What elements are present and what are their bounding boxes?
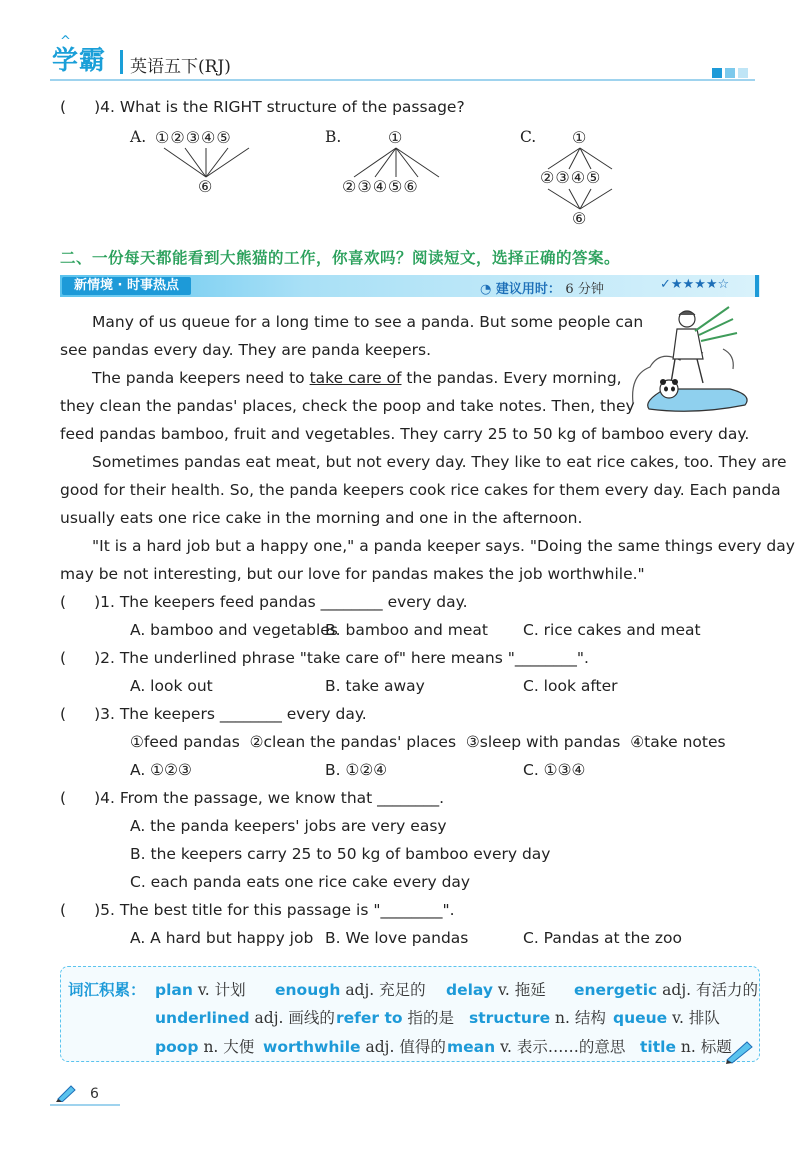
difficulty-stars: ✓★★★★☆	[660, 277, 730, 292]
option-b-top: ①	[388, 128, 403, 147]
vocab-entry	[446, 978, 546, 1000]
vocab-def: v. 拖延	[497, 981, 546, 999]
question-5	[60, 901, 455, 919]
vocab-word: enough	[275, 981, 341, 999]
vocab-entry	[155, 1035, 254, 1057]
vocab-entry	[613, 1006, 720, 1028]
option-c: C. each panda eats one rice cake every day	[130, 873, 471, 891]
vocab-def: v. 表示……的意思	[500, 1038, 626, 1056]
option-b-label: B.	[325, 128, 342, 146]
option-b-bottom: ②③④⑤⑥	[342, 177, 419, 196]
option-c-middle: ②③④⑤	[540, 168, 602, 187]
footer-rule	[50, 1104, 120, 1106]
passage-line: Sometimes pandas eat meat, but not every day. They like to eat rice cakes, too. They are	[92, 453, 787, 471]
page-number: 6	[90, 1086, 99, 1102]
option-a-label: A.	[130, 128, 147, 146]
option-b: B. the keepers carry 25 to 50 kg of bamboo every day	[130, 845, 551, 863]
vocab-word: refer to	[336, 1009, 403, 1027]
vocab-entry	[155, 978, 246, 1000]
option-c-top: ①	[572, 128, 587, 147]
vocab-word: title	[640, 1038, 676, 1056]
passage-line: good for their health. So, the panda keepers cook rice cakes for them every day. Each panda	[60, 481, 781, 499]
vocab-entry	[336, 1006, 454, 1028]
option-c: C. rice cakes and meat	[523, 621, 701, 639]
graduation-cap-icon: ^	[60, 34, 71, 49]
answer-paren: (	[60, 593, 67, 611]
vocab-def: n. 结构	[555, 1009, 606, 1027]
passage-line: may be not interesting, but our love for pandas makes the job worthwhile."	[60, 565, 645, 583]
option-a-top: ①②③④⑤	[155, 128, 232, 147]
vocab-word: energetic	[574, 981, 658, 999]
vocab-entry	[574, 978, 758, 1000]
question-number: )2.	[94, 649, 115, 667]
vocab-def: 指的是	[407, 1009, 454, 1027]
vocab-word: structure	[469, 1009, 551, 1027]
answer-paren: (	[60, 705, 67, 723]
vocab-word: mean	[447, 1038, 496, 1056]
suggested-time	[480, 278, 604, 297]
passage-line: see pandas every day. They are panda keepers.	[60, 341, 432, 359]
vocab-entry	[640, 1035, 732, 1057]
question-text: The best title for this passage is "________".	[119, 901, 455, 919]
section-title: 二、一份每天都能看到大熊猫的工作，你喜欢吗？阅读短文，选择正确的答案。	[60, 249, 621, 267]
vocab-word: underlined	[155, 1009, 250, 1027]
header-divider	[120, 50, 123, 74]
passage-line	[92, 369, 622, 387]
underlined-phrase: take care of	[309, 369, 402, 387]
time-label: 建议用时：	[495, 282, 561, 297]
option-a-bottom: ⑥	[198, 177, 213, 196]
passage-text: the pandas. Every morning,	[401, 369, 622, 387]
vocabulary-title: 词汇积累：	[68, 981, 146, 999]
passage-text: The panda keepers need to	[92, 369, 310, 387]
vocab-word: worthwhile	[263, 1038, 361, 1056]
question-4	[60, 789, 444, 807]
option-b: B. take away	[325, 677, 425, 695]
question-text: The underlined phrase "take care of" here means "________".	[119, 649, 589, 667]
passage-line: "It is a hard job but a happy one," a panda keeper says. "Doing the same things every day	[92, 537, 795, 555]
option-a: A. the panda keepers' jobs are very easy	[130, 817, 447, 835]
book-title: 英语五下(RJ)	[130, 57, 231, 77]
question-number: 4.	[100, 98, 115, 116]
question-number: )3.	[94, 705, 115, 723]
brand-logo: 学霸	[52, 46, 107, 76]
context-tag: 新情境 · 时事热点	[62, 277, 191, 295]
passage-line: usually eats one rice cake in the morning and one in the afternoon.	[60, 509, 583, 527]
question-number: )4.	[94, 789, 115, 807]
option-c: C. ①③④	[523, 761, 586, 779]
question-number: )1.	[94, 593, 115, 611]
passage-line: feed pandas bamboo, fruit and vegetables. They carry 25 to 50 kg of bamboo every day.	[60, 425, 750, 443]
vocab-word: queue	[613, 1009, 668, 1027]
pencil-icon	[56, 1084, 78, 1102]
vocab-word: plan	[155, 981, 193, 999]
vocab-def: v. 计划	[197, 981, 246, 999]
vocab-entry	[275, 978, 426, 1000]
option-b: B. ①②④	[325, 761, 388, 779]
question-3	[60, 705, 367, 723]
answer-paren: (	[60, 649, 67, 667]
answer-paren: (	[60, 789, 67, 807]
vocab-def: adj. 值得的	[365, 1038, 446, 1056]
question-2	[60, 649, 589, 667]
option-a: A. A hard but happy job	[130, 929, 314, 947]
vocab-entry	[447, 1035, 625, 1057]
vocab-entry	[469, 1006, 606, 1028]
vocab-def: v. 排队	[672, 1009, 720, 1027]
option-c: C. Pandas at the zoo	[523, 929, 682, 947]
vocab-def: adj. 画线的	[254, 1009, 335, 1027]
question-text: The keepers feed pandas ________ every day.	[119, 593, 468, 611]
option-c-label: C.	[520, 128, 537, 146]
answer-paren: (	[60, 901, 67, 919]
vocab-entry	[155, 1006, 335, 1028]
vocab-def: n. 大便	[203, 1038, 255, 1056]
clock-icon: ◔	[480, 282, 492, 297]
option-c: C. look after	[523, 677, 618, 695]
info-bar-end	[755, 275, 759, 297]
option-a: A. bamboo and vegetables	[130, 621, 338, 639]
vocab-def: adj. 充足的	[345, 981, 426, 999]
passage-line: they clean the pandas' places, check the poop and take notes. Then, they	[60, 397, 635, 415]
passage-line: Many of us queue for a long time to see a panda. But some people can	[92, 313, 644, 331]
pencil-icon	[725, 1038, 755, 1064]
answer-paren-close: )	[94, 98, 101, 116]
option-a: A. look out	[130, 677, 213, 695]
panda-keeper-illustration	[625, 305, 760, 415]
time-value: 6 分钟	[565, 282, 604, 297]
question-items: ①feed pandas ②clean the pandas' places ③sleep with pandas ④take notes	[130, 733, 726, 751]
option-b: B. We love pandas	[325, 929, 469, 947]
question-number: )5.	[94, 901, 115, 919]
vocab-def: n. 标题	[680, 1038, 732, 1056]
question-text: From the passage, we know that ________.	[119, 789, 445, 807]
option-a-diagram	[150, 145, 270, 181]
question-1	[60, 593, 468, 611]
question-text: The keepers ________ every day.	[119, 705, 367, 723]
option-b: B. bamboo and meat	[325, 621, 488, 639]
option-c-bottom: ⑥	[572, 209, 587, 228]
option-a: A. ①②③	[130, 761, 192, 779]
option-b-diagram	[340, 145, 460, 181]
vocab-word: poop	[155, 1038, 199, 1056]
vocab-entry	[263, 1035, 446, 1057]
header-rule	[50, 79, 755, 81]
question-text: What is the RIGHT structure of the passage?	[119, 98, 465, 116]
vocab-word: delay	[446, 981, 494, 999]
vocab-def: adj. 有活力的	[662, 981, 758, 999]
answer-paren: (	[60, 98, 67, 116]
structure-question	[60, 98, 465, 116]
